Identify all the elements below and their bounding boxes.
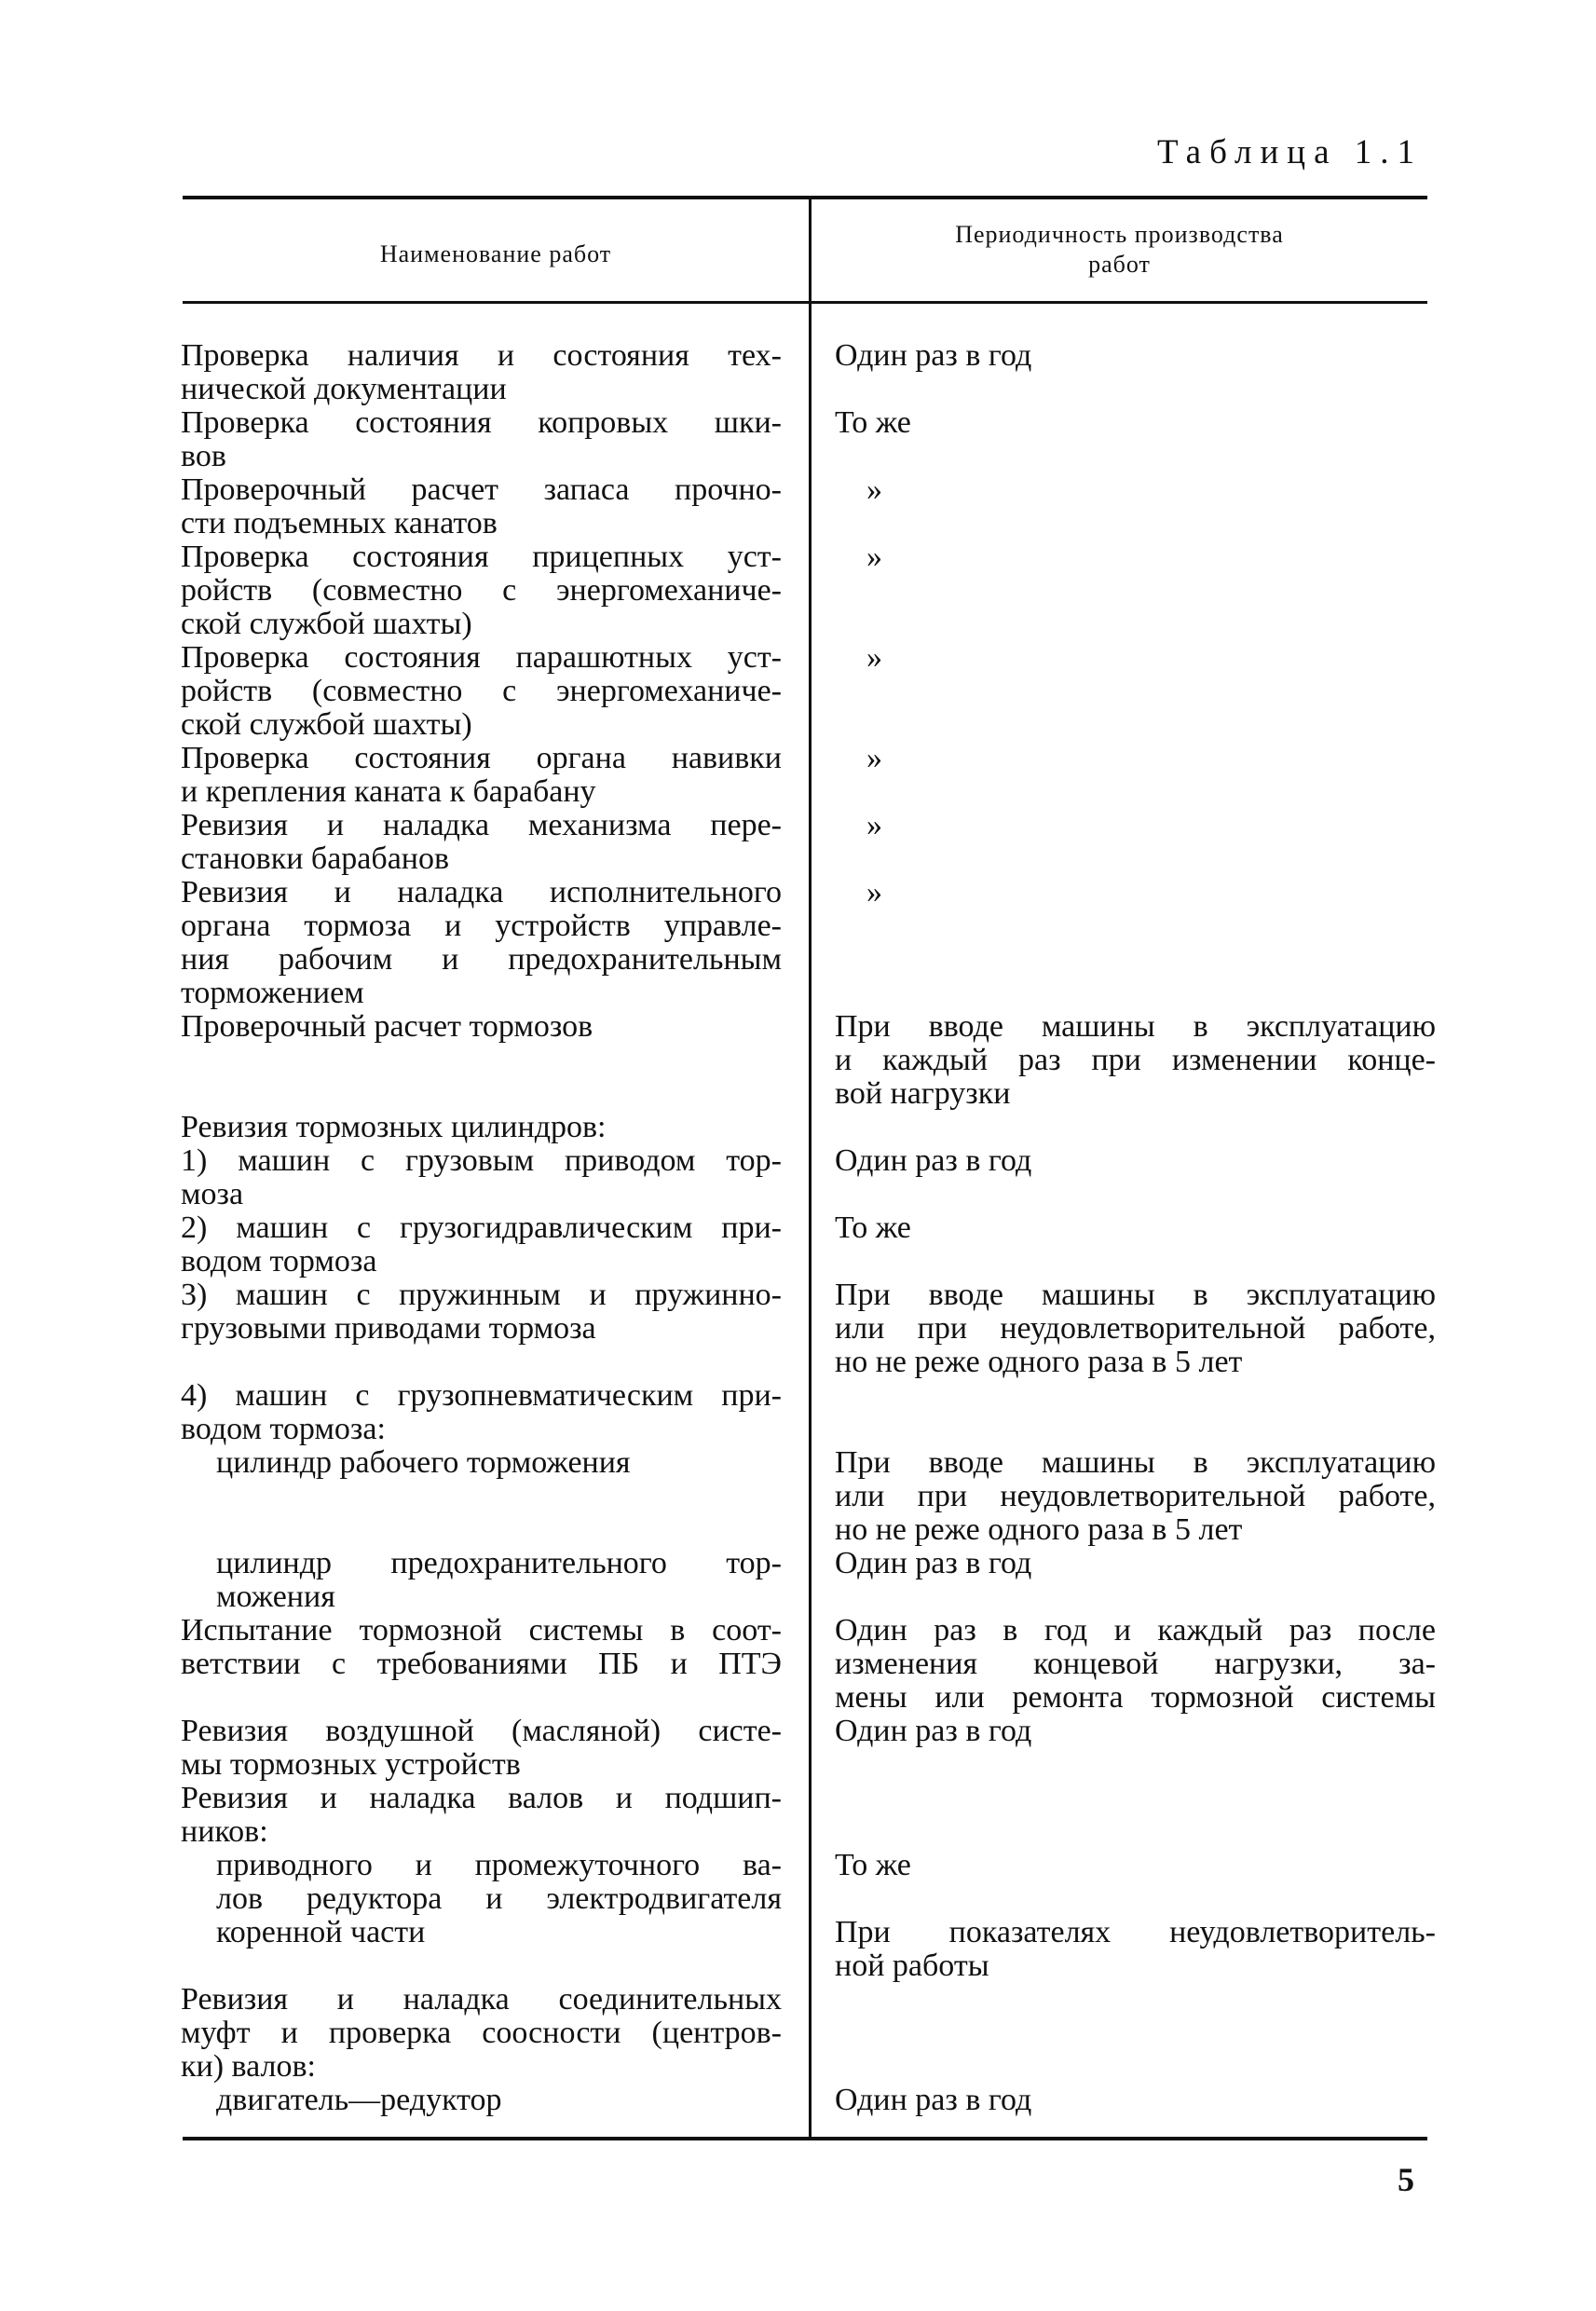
row-periodicity bbox=[835, 406, 911, 440]
work-line: ройств (совместно с энергомеханиче- bbox=[181, 674, 782, 708]
work-line: цилиндр предохранительного тор- bbox=[216, 1546, 782, 1580]
row-work bbox=[181, 1279, 782, 1346]
ditto-mark: » bbox=[866, 640, 882, 675]
work-line: ки) валов: bbox=[181, 2049, 316, 2084]
periodicity-line: вой нагрузки bbox=[835, 1076, 1011, 1111]
work-line: мы тормозных устройств bbox=[181, 1747, 521, 1782]
work-line: приводного и промежуточного ва- bbox=[216, 1848, 782, 1882]
work-line: торможением bbox=[181, 976, 364, 1010]
work-line: сти подъемных канатов bbox=[181, 506, 498, 540]
work-line: вов bbox=[181, 439, 226, 473]
periodicity-line: Один раз в год bbox=[835, 1143, 1032, 1178]
periodicity-line: При вводе машины в эксплуатацию bbox=[835, 1278, 1436, 1312]
periodicity-line: То же bbox=[835, 1848, 911, 1882]
row-periodicity bbox=[835, 1614, 1436, 1715]
row-work bbox=[181, 1983, 782, 2084]
work-line: двигатель—редуктор bbox=[216, 2083, 502, 2117]
periodicity-line: мены или ремонта тормозной системы bbox=[835, 1680, 1436, 1715]
table-top-rule bbox=[183, 196, 1427, 199]
periodicity-line: При показателях неудовлетворитель- bbox=[835, 1915, 1436, 1949]
work-line: моза bbox=[181, 1177, 244, 1211]
work-line: 4) машин с грузопневматическим при- bbox=[181, 1378, 782, 1413]
work-line: Проверочный расчет запаса прочно- bbox=[181, 472, 782, 507]
work-line: ройств (совместно с энергомеханиче- bbox=[181, 573, 782, 608]
work-line: Ревизия и наладка валов и подшип- bbox=[181, 1781, 782, 1815]
work-line: Проверка состояния органа навивки bbox=[181, 741, 782, 775]
work-line: Проверка наличия и состояния тех- bbox=[181, 338, 782, 373]
row-work bbox=[216, 1547, 782, 1614]
row-work bbox=[181, 1379, 782, 1446]
row-work bbox=[181, 540, 782, 641]
work-line: ния рабочим и предохранительным bbox=[181, 942, 782, 977]
row-periodicity bbox=[835, 1715, 1031, 1748]
header-periodicity-line: работ bbox=[1088, 251, 1151, 278]
row-work bbox=[181, 1111, 607, 1144]
row-periodicity bbox=[835, 339, 1031, 373]
work-line: Ревизия воздушной (масляной) систе- bbox=[181, 1714, 782, 1748]
ditto-mark: » bbox=[866, 472, 882, 507]
work-line: Проверочный расчет тормозов bbox=[181, 1009, 593, 1044]
work-line: цилиндр рабочего торможения bbox=[216, 1445, 631, 1480]
periodicity-line: Один раз в год bbox=[835, 1546, 1032, 1580]
row-work bbox=[216, 1446, 631, 1480]
row-work bbox=[216, 1849, 782, 1916]
table-caption: Таблица 1.1 bbox=[1157, 133, 1423, 171]
row-work bbox=[181, 1010, 593, 1044]
work-line: муфт и проверка соосности (центров- bbox=[181, 2016, 782, 2050]
row-work bbox=[181, 1782, 782, 1849]
table-header-rule bbox=[183, 301, 1427, 304]
work-line: становки барабанов bbox=[181, 841, 450, 876]
periodicity-line: изменения концевой нагрузки, за- bbox=[835, 1647, 1436, 1681]
periodicity-line: Один раз в год bbox=[835, 1714, 1032, 1748]
work-line: Испытание тормозной системы в соот- bbox=[181, 1613, 782, 1648]
row-periodicity bbox=[866, 876, 882, 909]
work-line: 3) машин с пружинным и пружинно- bbox=[181, 1278, 782, 1312]
work-line: Ревизия и наладка исполнительного bbox=[181, 875, 782, 909]
work-line: ветствии с требованиями ПБ и ПТЭ bbox=[181, 1647, 782, 1681]
row-work bbox=[216, 2084, 502, 2117]
row-periodicity bbox=[866, 742, 882, 775]
row-periodicity bbox=[835, 1211, 911, 1245]
row-periodicity bbox=[835, 1144, 1031, 1178]
ditto-mark: » bbox=[866, 808, 882, 842]
periodicity-line: При вводе машины в эксплуатацию bbox=[835, 1009, 1436, 1044]
periodicity-line: но не реже одного раза в 5 лет bbox=[835, 1345, 1243, 1379]
periodicity-line: и каждый раз при изменении конце- bbox=[835, 1043, 1436, 1077]
periodicity-line: Один раз в год bbox=[835, 2083, 1032, 2117]
work-line: ников: bbox=[181, 1814, 268, 1849]
periodicity-line: ной работы bbox=[835, 1949, 989, 1983]
row-periodicity bbox=[835, 2084, 1031, 2117]
periodicity-line: При вводе машины в эксплуатацию bbox=[835, 1445, 1436, 1480]
periodicity-line: Один раз в год bbox=[835, 338, 1032, 373]
work-line: коренной части bbox=[216, 1915, 426, 1949]
row-periodicity bbox=[835, 1010, 1436, 1111]
row-work bbox=[181, 876, 782, 1010]
row-periodicity bbox=[835, 1849, 911, 1882]
periodicity-line: Один раз в год и каждый раз после bbox=[835, 1613, 1436, 1648]
work-line: 2) машин с грузогидравлическим при- bbox=[181, 1210, 782, 1245]
page-number: 5 bbox=[1398, 2161, 1414, 2198]
header-periodicity-line: Периодичность производства bbox=[955, 221, 1284, 248]
row-periodicity bbox=[866, 473, 882, 507]
work-line: ской службой шахты) bbox=[181, 707, 472, 742]
work-line: водом тормоза bbox=[181, 1244, 377, 1279]
row-periodicity bbox=[866, 540, 882, 574]
work-line: и крепления каната к барабану bbox=[181, 774, 596, 809]
row-periodicity bbox=[835, 1279, 1436, 1379]
table-bottom-rule bbox=[183, 2137, 1427, 2140]
work-line: Ревизия и наладка соединительных bbox=[181, 1982, 782, 2017]
row-work bbox=[181, 406, 782, 473]
work-line: нической документации bbox=[181, 372, 507, 406]
work-line: можения bbox=[216, 1579, 335, 1614]
column-divider bbox=[809, 198, 812, 2140]
work-line: Проверка состояния парашютных уст- bbox=[181, 640, 782, 675]
work-line: грузовыми приводами тормоза bbox=[181, 1311, 596, 1346]
work-line: Ревизия тормозных цилиндров: bbox=[181, 1110, 607, 1144]
work-line: Проверка состояния копровых шки- bbox=[181, 405, 782, 440]
row-work bbox=[181, 641, 782, 742]
row-periodicity bbox=[835, 1446, 1436, 1547]
ditto-mark: » bbox=[866, 741, 882, 775]
row-work bbox=[181, 809, 782, 876]
row-work bbox=[181, 1144, 782, 1211]
periodicity-line: но не реже одного раза в 5 лет bbox=[835, 1512, 1243, 1547]
work-line: органа тормоза и устройств управле- bbox=[181, 909, 782, 943]
row-work bbox=[216, 1916, 425, 1949]
row-work bbox=[181, 339, 782, 406]
row-work bbox=[181, 1211, 782, 1279]
ditto-mark: » bbox=[866, 875, 882, 909]
row-work bbox=[181, 473, 782, 540]
periodicity-line: или при неудовлетворительной работе, bbox=[835, 1311, 1436, 1346]
header-periodicity bbox=[812, 220, 1427, 280]
periodicity-line: или при неудовлетворительной работе, bbox=[835, 1479, 1436, 1513]
row-periodicity bbox=[835, 1916, 1436, 1983]
header-work-name: Наименование работ bbox=[379, 240, 612, 267]
work-line: Проверка состояния прицепных уст- bbox=[181, 540, 782, 574]
row-periodicity bbox=[835, 1547, 1031, 1580]
row-periodicity bbox=[866, 809, 882, 842]
work-line: ской службой шахты) bbox=[181, 607, 472, 641]
row-work bbox=[181, 1614, 782, 1681]
work-line: лов редуктора и электродвигателя bbox=[216, 1881, 782, 1916]
work-line: водом тормоза: bbox=[181, 1412, 386, 1446]
row-work bbox=[181, 1715, 782, 1782]
work-line: Ревизия и наладка механизма пере- bbox=[181, 808, 782, 842]
periodicity-line: То же bbox=[835, 405, 911, 440]
work-line: 1) машин с грузовым приводом тор- bbox=[181, 1143, 782, 1178]
ditto-mark: » bbox=[866, 540, 882, 574]
row-periodicity bbox=[866, 641, 882, 675]
row-work bbox=[181, 742, 782, 809]
periodicity-line: То же bbox=[835, 1210, 911, 1245]
